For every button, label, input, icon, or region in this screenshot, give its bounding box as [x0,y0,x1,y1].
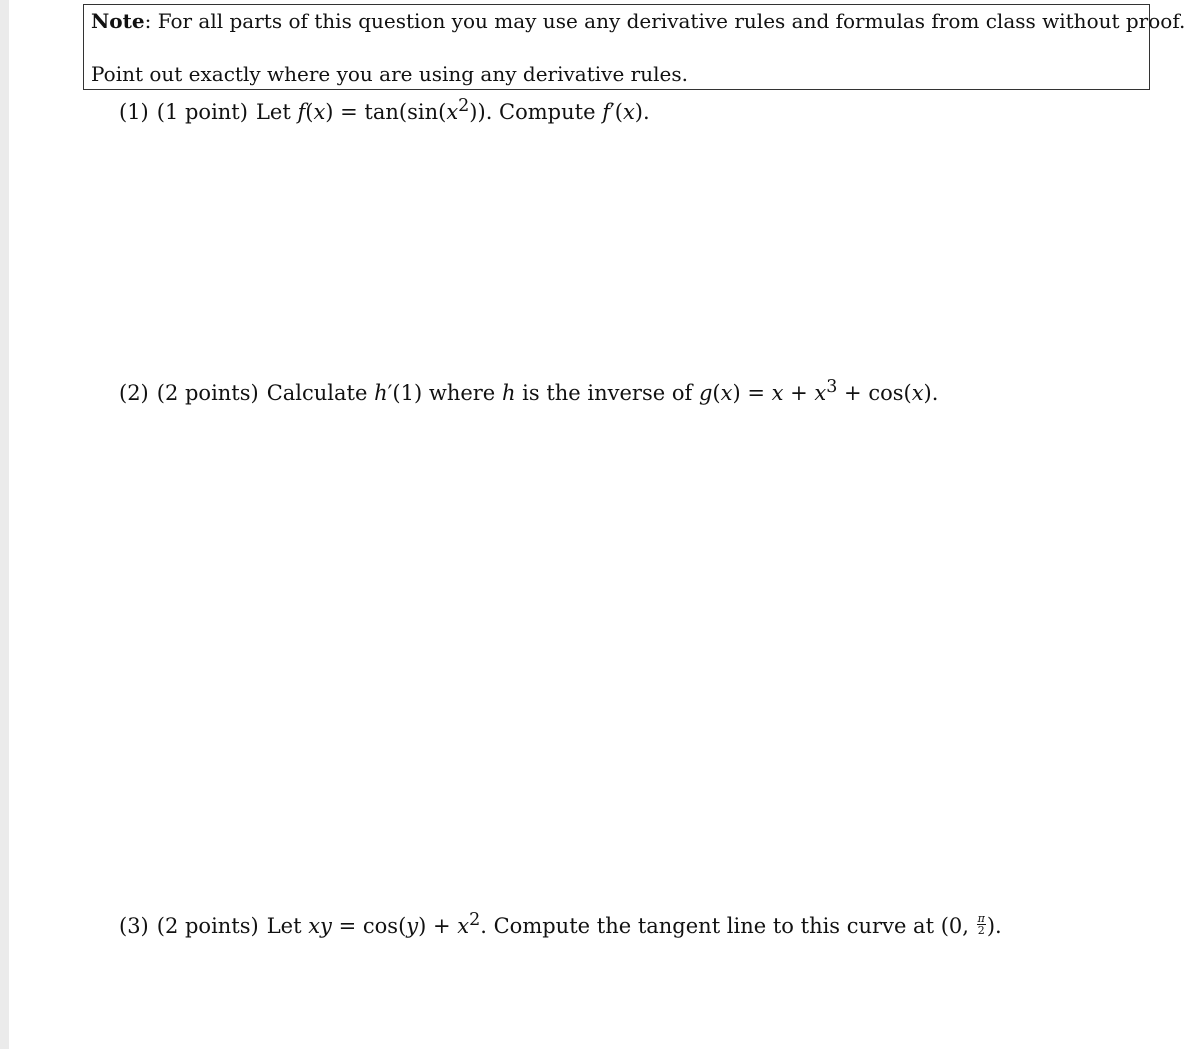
math-expression: h′(1) [374,381,423,405]
question-end: . [931,381,939,405]
question-points: (1 point) [156,100,248,124]
question-2 [119,377,938,405]
note-text: : For all parts of this question you may use any derivative rules and formulas from class without proof. [144,9,1186,33]
question-text: where [428,381,496,405]
question-text: . Compute the tangent line to this curve at [480,914,935,938]
note-label: Note [91,9,145,33]
question-text: . Compute [485,100,596,124]
question-points: (2 points) [156,914,259,938]
fraction-denominator: 2 [977,924,985,937]
question-text: is the inverse of [522,381,693,405]
math-expression: xy = $\cos(y) + x^2$ [308,910,481,938]
math-expression: $f(x) = \tan(\sin(x^2))$ [297,96,486,124]
math-expression: f′(x) [602,100,643,124]
question-text: Calculate [266,381,368,405]
question-3 [119,910,1002,939]
question-number: (2) [119,381,149,405]
fraction-numerator: π [977,912,985,925]
left-margin-strip [0,0,9,1049]
math-expression: $g(x) = x + x^3 + \cos(x)$ [698,377,932,405]
question-text: Let [255,100,291,124]
question-1 [119,96,650,124]
note-line-1 [91,9,1185,33]
question-number: (1) [119,100,149,124]
question-end: . [642,100,650,124]
question-text: Let [266,914,302,938]
question-points: (2 points) [156,381,259,405]
note-box [83,4,1186,90]
fraction [977,913,986,936]
point-open: (0, [940,914,969,938]
math-expression: h [501,381,516,405]
point-close: ). [986,914,1002,938]
note-line-2: Point out exactly where you are using any derivative rules. [91,62,688,86]
question-number: (3) [119,914,149,938]
